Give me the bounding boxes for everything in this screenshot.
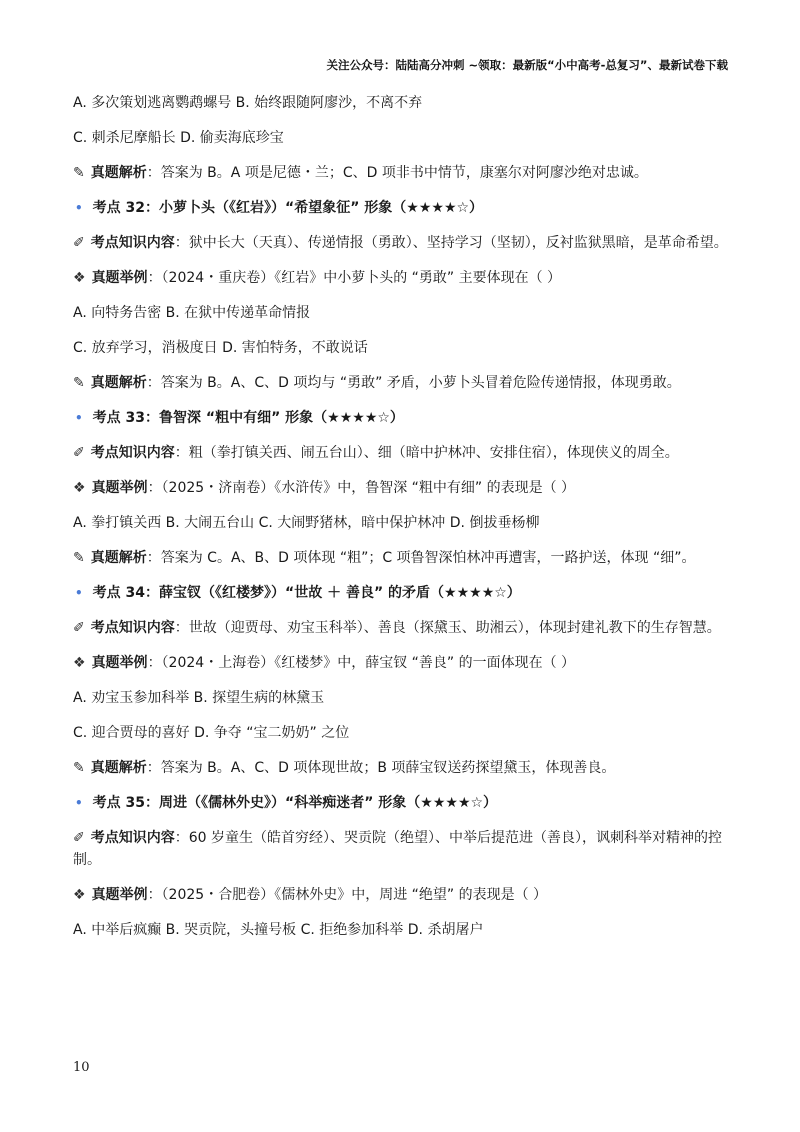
- example-text: ：（2024・上海卷）《红楼梦》中，薛宝钗 “善良” 的一面体现在（ ）: [147, 655, 576, 671]
- analysis-label: 真题解析: [90, 375, 147, 391]
- knowledge-line: [73, 442, 733, 464]
- diamond-icon: ❖: [73, 887, 86, 903]
- knowledge-label: 考点知识内容: [90, 235, 175, 251]
- knowledge-text: ：60 岁童生（皓首穷经）、哭贡院（绝望）、中举后提范进（善良），讽刺科举对精神的控制。: [73, 830, 722, 868]
- option-line: C. 迎合贾母的喜好 D. 争夺 “宝二奶奶” 之位: [73, 725, 350, 741]
- exam-point-title: 考点 33：鲁智深 “粗中有细” 形象（★★★★☆）: [92, 410, 404, 426]
- option-line: A. 多次策划逃离鹦鹉螺号 B. 始终跟随阿廖沙，不离不弃: [73, 95, 423, 111]
- pen-icon: ✐: [73, 445, 85, 461]
- exam-point-heading: [73, 407, 733, 429]
- page-header: 关注公众号：陆陆高分冲刺 ~领取：最新版“小中高考-总复习”、最新试卷下载: [326, 58, 728, 72]
- analysis-text: ：答案为 B。A、C、D 项体现世故；B 项薛宝钗送药探望黛玉，体现善良。: [146, 760, 616, 776]
- example-line: [73, 477, 733, 499]
- exam-point-title: 考点 34：薛宝钗（《红楼梦》）“世故 ＋ 善良” 的矛盾（★★★★☆）: [92, 585, 521, 601]
- option-line: A. 劝宝玉参加科举 B. 探望生病的林黛玉: [73, 690, 325, 706]
- exam-point-heading: [73, 582, 733, 604]
- knowledge-line: [73, 617, 733, 639]
- analysis-line: [73, 757, 733, 779]
- example-line: [73, 884, 733, 906]
- example-text: ：（2025・合肥卷）《儒林外史》中，周进 “绝望” 的表现是（ ）: [147, 887, 548, 903]
- pen-icon: ✐: [73, 620, 85, 636]
- example-label: 真题举例: [91, 270, 148, 286]
- example-text: ：（2024・重庆卷）《红岩》中小萝卜头的 “勇敢” 主要体现在（ ）: [147, 270, 562, 286]
- bullet-icon: •: [75, 586, 83, 600]
- pencil-icon: ✎: [73, 550, 85, 566]
- option-line: C. 放弃学习，消极度日 D. 害怕特务，不敢说话: [73, 340, 368, 356]
- page-number: 10: [73, 1060, 90, 1075]
- analysis-text: ：答案为 B。A、C、D 项均与 “勇敢” 矛盾，小萝卜头冒着危险传递情报，体现勇敢。: [146, 375, 681, 391]
- pencil-icon: ✎: [73, 760, 85, 776]
- example-label: 真题举例: [91, 655, 148, 671]
- example-line: [73, 267, 733, 289]
- knowledge-text: ：世故（迎贾母、劝宝玉科举）、善良（探黛玉、助湘云），体现封建礼教下的生存智慧。: [174, 620, 721, 636]
- option-line: A. 向特务告密 B. 在狱中传递革命情报: [73, 305, 311, 321]
- knowledge-text: ：狱中长大（天真）、传递情报（勇敢）、坚持学习（坚韧），反衬监狱黑暗，是革命希望。: [174, 235, 728, 251]
- knowledge-label: 考点知识内容: [90, 445, 175, 461]
- diamond-icon: ❖: [73, 270, 86, 286]
- pen-icon: ✐: [73, 235, 85, 251]
- analysis-text: ：答案为 C。A、B、D 项体现 “粗”；C 项鲁智深怕林冲再遭害，一路护送，体现 “细”。: [146, 550, 696, 566]
- bullet-icon: •: [75, 411, 83, 425]
- analysis-label: 真题解析: [90, 760, 147, 776]
- analysis-line: [73, 372, 733, 394]
- option-line: C. 刺杀尼摩船长 D. 偷卖海底珍宝: [73, 130, 284, 146]
- bullet-icon: •: [75, 796, 83, 810]
- exam-point-title: 考点 35：周进（《儒林外史》）“科举痴迷者” 形象（★★★★☆）: [92, 795, 498, 811]
- analysis-line: [73, 162, 733, 184]
- knowledge-text: ：粗（拳打镇关西、闹五台山）、细（暗中护林冲、安排住宿），体现侠义的周全。: [174, 445, 679, 461]
- diamond-icon: ❖: [73, 480, 86, 496]
- page-content: [73, 92, 733, 954]
- knowledge-label: 考点知识内容: [90, 830, 175, 846]
- example-text: ：（2025・济南卷）《水浒传》中，鲁智深 “粗中有细” 的表现是（ ）: [147, 480, 576, 496]
- pencil-icon: ✎: [73, 165, 85, 181]
- diamond-icon: ❖: [73, 655, 86, 671]
- example-label: 真题举例: [91, 887, 148, 903]
- pen-icon: ✐: [73, 830, 85, 846]
- analysis-label: 真题解析: [90, 165, 147, 181]
- exam-point-title: 考点 32：小萝卜头（《红岩》）“希望象征” 形象（★★★★☆）: [92, 200, 484, 216]
- exam-point-heading: [73, 197, 733, 219]
- analysis-line: [73, 547, 733, 569]
- bullet-icon: •: [75, 201, 83, 215]
- knowledge-label: 考点知识内容: [90, 620, 175, 636]
- example-label: 真题举例: [91, 480, 148, 496]
- knowledge-line: [73, 232, 733, 254]
- knowledge-line: [73, 827, 733, 871]
- analysis-text: ：答案为 B。A 项是尼德・兰；C、D 项非书中情节，康塞尔对阿廖沙绝对忠诚。: [146, 165, 648, 181]
- option-line: A. 拳打镇关西 B. 大闹五台山 C. 大闹野猪林，暗中保护林冲 D. 倒拔垂杨柳: [73, 515, 540, 531]
- analysis-label: 真题解析: [90, 550, 147, 566]
- pencil-icon: ✎: [73, 375, 85, 391]
- example-line: [73, 652, 733, 674]
- option-line: A. 中举后疯癫 B. 哭贡院，头撞号板 C. 拒绝参加科举 D. 杀胡屠户: [73, 922, 484, 938]
- exam-point-heading: [73, 792, 733, 814]
